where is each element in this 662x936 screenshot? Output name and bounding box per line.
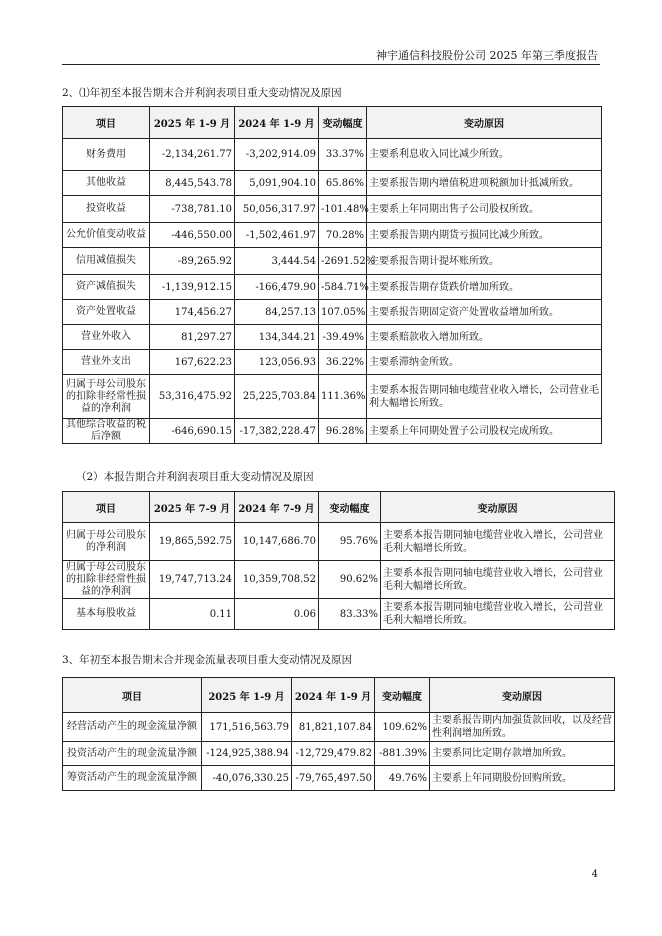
table-row — [63, 248, 602, 275]
cell-value-prior: 10,359,708.52 — [235, 561, 319, 599]
cell-value-current: -738,781.10 — [150, 196, 235, 223]
cell-value-prior: 50,056,317.97 — [235, 196, 319, 223]
table-row — [63, 275, 602, 300]
cell-change-pct: 33.37% — [319, 139, 367, 171]
table-row — [63, 742, 615, 766]
page-number: 4 — [591, 869, 598, 880]
column-header-change-reason: 变动原因 — [367, 107, 602, 139]
cell-value-current: -89,265.92 — [150, 248, 235, 275]
column-header-value-prior: 2024 年 1-9 月 — [292, 678, 375, 713]
column-header-change-reason: 变动原因 — [430, 678, 615, 713]
cell-value-current: 0.11 — [150, 599, 235, 630]
cell-value-current: -124,925,388.94 — [202, 742, 292, 766]
cell-change-reason: 主要系上年同期处置子公司股权完成所致。 — [367, 419, 602, 444]
cell-item: 营业外支出 — [63, 350, 150, 375]
cell-change-reason: 主要系本报告期同轴电缆营业收入增长，公司营业毛利大幅增长所致。 — [381, 599, 615, 630]
cell-change-pct: 96.28% — [319, 419, 367, 444]
cell-item: 营业外收入 — [63, 325, 150, 350]
cell-value-current: -446,550.00 — [150, 223, 235, 248]
cell-item: 资产处置收益 — [63, 300, 150, 325]
cell-value-prior: 0.06 — [235, 599, 319, 630]
column-header-value-prior: 2024 年 7-9 月 — [235, 492, 319, 523]
table-row — [63, 139, 602, 171]
cell-change-pct: 36.22% — [319, 350, 367, 375]
cell-item: 投资收益 — [63, 196, 150, 223]
table-row — [63, 350, 602, 375]
cell-change-pct: 107.05% — [319, 300, 367, 325]
cell-change-pct: -881.39% — [375, 742, 430, 766]
cell-item: 筹资活动产生的现金流量净额 — [63, 766, 202, 791]
cell-change-reason: 主要系报告期计提坏账所致。 — [367, 248, 602, 275]
cell-change-reason: 主要系上年同期股份回购所致。 — [430, 766, 615, 791]
cell-value-prior: 81,821,107.84 — [292, 713, 375, 742]
cell-item: 经营活动产生的现金流量净额 — [63, 713, 202, 742]
cell-change-pct: 111.36% — [319, 375, 367, 419]
cell-change-pct: 109.62% — [375, 713, 430, 742]
column-header-change-reason: 变动原因 — [381, 492, 615, 523]
column-header-value-prior: 2024 年 1-9 月 — [235, 107, 319, 139]
table-row — [63, 375, 602, 419]
cell-value-current: 171,516,563.79 — [202, 713, 292, 742]
table-row — [63, 523, 615, 561]
cell-item: 归属于母公司股东的扣除非经常性损益的净利润 — [63, 561, 150, 599]
cell-change-reason: 主要系利息收入同比减少所致。 — [367, 139, 602, 171]
cell-change-pct: -2691.52% — [319, 248, 367, 275]
cell-change-reason: 主要系报告期存货跌价增加所致。 — [367, 275, 602, 300]
column-header-change-pct: 变动幅度 — [319, 492, 381, 523]
cell-value-prior: 3,444.54 — [235, 248, 319, 275]
cell-value-prior: -3,202,914.09 — [235, 139, 319, 171]
cell-value-prior: -166,479.90 — [235, 275, 319, 300]
cell-change-reason: 主要系滞纳金所致。 — [367, 350, 602, 375]
cell-change-pct: 83.33% — [319, 599, 381, 630]
cell-value-prior: -1,502,461.97 — [235, 223, 319, 248]
cell-change-pct: -584.71% — [319, 275, 367, 300]
cell-change-reason: 主要系上年同期出售子公司股权所致。 — [367, 196, 602, 223]
column-header-item: 项目 — [63, 678, 202, 713]
cell-value-current: -1,139,912.15 — [150, 275, 235, 300]
table-row — [63, 713, 615, 742]
section3-table — [62, 677, 615, 791]
cell-change-reason: 主要系报告期内增值税进项税额加计抵减所致。 — [367, 171, 602, 196]
column-header-change-pct: 变动幅度 — [319, 107, 367, 139]
table-row — [63, 300, 602, 325]
table-row — [63, 599, 615, 630]
cell-change-pct: 95.76% — [319, 523, 381, 561]
cell-item: 其他综合收益的税后净额 — [63, 419, 150, 444]
column-header-item: 项目 — [63, 492, 150, 523]
cell-change-pct: 90.62% — [319, 561, 381, 599]
section2-title: （2）本报告期合并利润表项目重大变动情况及原因 — [76, 471, 314, 483]
cell-item: 公允价值变动收益 — [63, 223, 150, 248]
header-row — [63, 492, 615, 523]
cell-item: 其他收益 — [63, 171, 150, 196]
table-row — [63, 196, 602, 223]
cell-value-current: 8,445,543.78 — [150, 171, 235, 196]
cell-item: 资产减值损失 — [63, 275, 150, 300]
cell-change-reason: 主要系赔款收入增加所致。 — [367, 325, 602, 350]
cell-value-prior: -17,382,228.47 — [235, 419, 319, 444]
page-header-title: 神宇通信科技股份公司 2025 年第三季度报告 — [376, 49, 598, 62]
table-row — [63, 325, 602, 350]
cell-value-prior: 25,225,703.84 — [235, 375, 319, 419]
cell-change-pct: 70.28% — [319, 223, 367, 248]
cell-item: 归属于母公司股东的扣除非经常性损益的净利润 — [63, 375, 150, 419]
section2-table — [62, 491, 615, 630]
cell-value-current: 19,865,592.75 — [150, 523, 235, 561]
column-header-change-pct: 变动幅度 — [375, 678, 430, 713]
cell-value-prior: 84,257.13 — [235, 300, 319, 325]
cell-value-prior: 123,056.93 — [235, 350, 319, 375]
cell-value-current: 53,316,475.92 — [150, 375, 235, 419]
cell-value-prior: 5,091,904.10 — [235, 171, 319, 196]
section3-title: 3、年初至本报告期末合并现金流量表项目重大变动情况及原因 — [62, 654, 353, 666]
cell-change-reason: 主要系本报告期同轴电缆营业收入增长，公司营业毛利大幅增长所致。 — [381, 523, 615, 561]
cell-item: 基本每股收益 — [63, 599, 150, 630]
table-row — [63, 766, 615, 791]
cell-change-pct: 49.76% — [375, 766, 430, 791]
cell-value-prior: 10,147,686.70 — [235, 523, 319, 561]
cell-value-prior: 134,344.21 — [235, 325, 319, 350]
column-header-value-current: 2025 年 7-9 月 — [150, 492, 235, 523]
cell-value-current: -646,690.15 — [150, 419, 235, 444]
cell-change-reason: 主要系本报告期同轴电缆营业收入增长，公司营业毛利大幅增长所致。 — [381, 561, 615, 599]
cell-value-prior: -12,729,479.82 — [292, 742, 375, 766]
cell-value-current: 167,622.23 — [150, 350, 235, 375]
cell-item: 投资活动产生的现金流量净额 — [63, 742, 202, 766]
cell-change-reason: 主要系报告期内期货亏损同比减少所致。 — [367, 223, 602, 248]
cell-item: 归属于母公司股东的净利润 — [63, 523, 150, 561]
cell-change-reason: 主要系本报告期同轴电缆营业收入增长，公司营业毛利大幅增长所致。 — [367, 375, 602, 419]
table-row — [63, 171, 602, 196]
cell-value-prior: -79,765,497.50 — [292, 766, 375, 791]
cell-change-pct: -101.48% — [319, 196, 367, 223]
cell-change-reason: 主要系报告期内加强货款回收，以及经营性利润增加所致。 — [430, 713, 615, 742]
table-row — [63, 223, 602, 248]
cell-change-reason: 主要系同比定期存款增加所致。 — [430, 742, 615, 766]
cell-value-current: 81,297.27 — [150, 325, 235, 350]
column-header-item: 项目 — [63, 107, 150, 139]
cell-change-pct: -39.49% — [319, 325, 367, 350]
cell-item: 信用减值损失 — [63, 248, 150, 275]
section1-table — [62, 106, 602, 444]
cell-value-current: 174,456.27 — [150, 300, 235, 325]
table-row — [63, 561, 615, 599]
header-row — [63, 678, 615, 713]
cell-value-current: 19,747,713.24 — [150, 561, 235, 599]
table-row — [63, 419, 602, 444]
cell-value-current: -2,134,261.77 — [150, 139, 235, 171]
cell-change-pct: 65.86% — [319, 171, 367, 196]
header-divider — [62, 64, 600, 65]
cell-item: 财务费用 — [63, 139, 150, 171]
cell-change-reason: 主要系报告期固定资产处置收益增加所致。 — [367, 300, 602, 325]
header-row — [63, 107, 602, 139]
column-header-value-current: 2025 年 1-9 月 — [150, 107, 235, 139]
cell-value-current: -40,076,330.25 — [202, 766, 292, 791]
section1-title: 2、⑴年初至本报告期末合并利润表项目重大变动情况及原因 — [62, 87, 342, 99]
column-header-value-current: 2025 年 1-9 月 — [202, 678, 292, 713]
